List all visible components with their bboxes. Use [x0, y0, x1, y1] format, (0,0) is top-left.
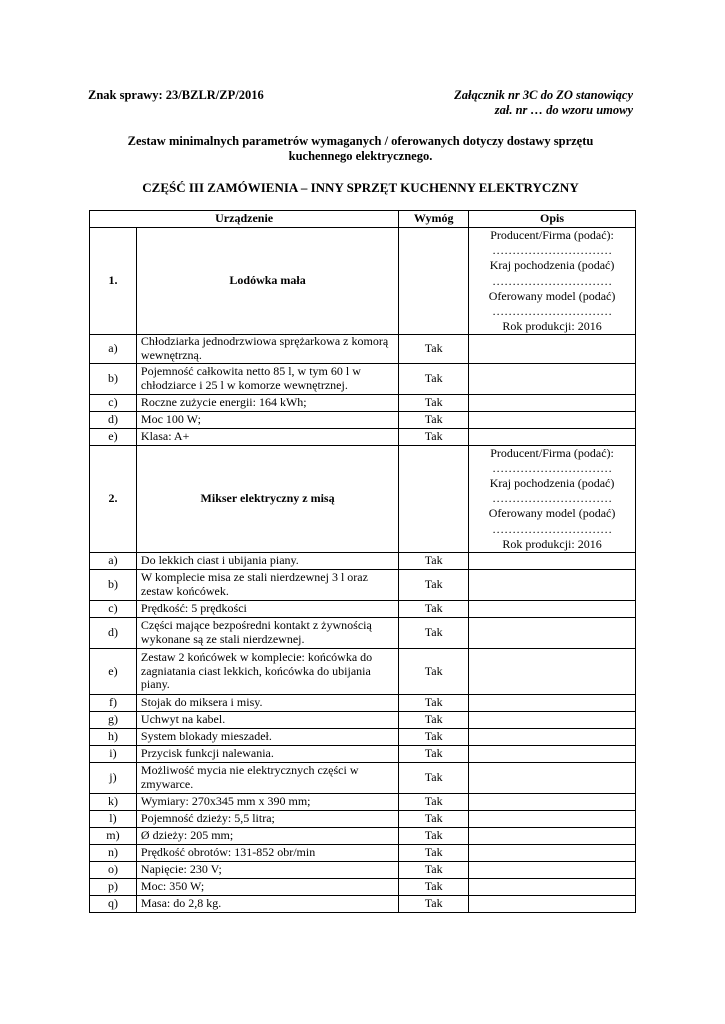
row-description-input[interactable] — [469, 570, 636, 601]
description-line: Rok produkcji: 2016 — [502, 536, 602, 551]
attachment-note — [454, 88, 633, 118]
row-description-input[interactable] — [469, 811, 636, 828]
group-row — [90, 228, 636, 335]
row-description-input[interactable] — [469, 729, 636, 746]
row-letter: m) — [90, 828, 137, 845]
table-row — [90, 618, 636, 649]
row-letter: j) — [90, 763, 137, 794]
row-parameter: Wymiary: 270x345 mm x 390 mm; — [136, 794, 398, 811]
row-letter: p) — [90, 879, 137, 896]
description-line: Kraj pochodzenia (podać) — [489, 476, 615, 491]
table-row — [90, 828, 636, 845]
row-letter: d) — [90, 411, 137, 428]
attachment-line-2: zał. nr … do wzoru umowy — [494, 103, 633, 117]
table-row — [90, 570, 636, 601]
header-device: Urządzenie — [90, 211, 399, 228]
row-description-input[interactable] — [469, 896, 636, 913]
table-row — [90, 394, 636, 411]
description-line: Kraj pochodzenia (podać) — [489, 258, 615, 273]
row-letter: b) — [90, 570, 137, 601]
table-row — [90, 649, 636, 695]
row-description-input[interactable] — [469, 601, 636, 618]
row-parameter: Pojemność dzieży: 5,5 litra; — [136, 811, 398, 828]
row-requirement: Tak — [399, 862, 469, 879]
group-device-name: Lodówka mała — [136, 228, 398, 335]
row-requirement: Tak — [399, 845, 469, 862]
row-description-input[interactable] — [469, 712, 636, 729]
case-number: Znak sprawy: 23/BZLR/ZP/2016 — [88, 88, 264, 102]
header-description: Opis — [469, 211, 636, 228]
description-line: ………………………… — [492, 243, 613, 258]
table-row — [90, 695, 636, 712]
table-row — [90, 811, 636, 828]
row-parameter: Pojemność całkowita netto 85 l, w tym 60 l w chłodziarce i 25 l w komorze wewnętrznej. — [136, 363, 398, 394]
header-requirement: Wymóg — [399, 211, 469, 228]
description-line: Rok produkcji: 2016 — [502, 319, 602, 334]
table-row — [90, 763, 636, 794]
row-description-input[interactable] — [469, 845, 636, 862]
intro-line-2: kuchennego elektrycznego. — [288, 149, 433, 163]
row-requirement: Tak — [399, 411, 469, 428]
row-letter: k) — [90, 794, 137, 811]
row-letter: n) — [90, 845, 137, 862]
row-requirement: Tak — [399, 794, 469, 811]
row-requirement: Tak — [399, 712, 469, 729]
row-description-input[interactable] — [469, 828, 636, 845]
row-requirement: Tak — [399, 394, 469, 411]
row-parameter: W komplecie misa ze stali nierdzewnej 3 l oraz zestaw końcówek. — [136, 570, 398, 601]
row-letter: d) — [90, 618, 137, 649]
row-requirement: Tak — [399, 896, 469, 913]
row-description-input[interactable] — [469, 746, 636, 763]
row-parameter: Zestaw 2 końcówek w komplecie: końcówka do zagniatania ciast lekkich, końcówka do ubijania piany. — [136, 649, 398, 695]
table-row — [90, 363, 636, 394]
row-letter: h) — [90, 729, 137, 746]
description-line: Oferowany model (podać) — [488, 288, 616, 303]
table-header-row — [90, 211, 636, 228]
table-row — [90, 896, 636, 913]
row-letter: a) — [90, 335, 137, 363]
row-description-input[interactable] — [469, 335, 636, 363]
row-description-input[interactable] — [469, 553, 636, 570]
description-line: ………………………… — [492, 304, 613, 319]
group-row — [90, 445, 636, 552]
table-row — [90, 335, 636, 363]
row-parameter: Klasa: A+ — [136, 428, 398, 445]
row-letter: f) — [90, 695, 137, 712]
row-parameter: Prędkość obrotów: 131-852 obr/min — [136, 845, 398, 862]
row-requirement: Tak — [399, 335, 469, 363]
section-title: CZĘŚĆ III ZAMÓWIENIA – INNY SPRZĘT KUCHENNY ELEKTRYCZNY — [142, 180, 579, 195]
description-line: ………………………… — [492, 491, 613, 506]
description-line: Producent/Firma (podać): — [490, 445, 614, 460]
attachment-line-1: Załącznik nr 3C do ZO stanowiący — [454, 88, 633, 102]
row-requirement: Tak — [399, 649, 469, 695]
group-number: 2. — [90, 445, 137, 552]
group-number: 1. — [90, 228, 137, 335]
row-letter: i) — [90, 746, 137, 763]
description-line: ………………………… — [492, 273, 613, 288]
row-description-input[interactable] — [469, 428, 636, 445]
row-letter: e) — [90, 649, 137, 695]
row-parameter: System blokady mieszadeł. — [136, 729, 398, 746]
group-description-cell — [469, 445, 636, 552]
row-parameter: Do lekkich ciast i ubijania piany. — [136, 553, 398, 570]
row-letter: q) — [90, 896, 137, 913]
row-letter: l) — [90, 811, 137, 828]
row-letter: e) — [90, 428, 137, 445]
row-parameter: Masa: do 2,8 kg. — [136, 896, 398, 913]
row-parameter: Części mające bezpośredni kontakt z żywnością wykonane są ze stali nierdzewnej. — [136, 618, 398, 649]
row-requirement: Tak — [399, 618, 469, 649]
row-parameter: Możliwość mycia nie elektrycznych części w zmywarce. — [136, 763, 398, 794]
row-letter: c) — [90, 601, 137, 618]
group-requirement-cell — [399, 228, 469, 335]
table-row — [90, 746, 636, 763]
row-description-input[interactable] — [469, 794, 636, 811]
row-parameter: Prędkość: 5 prędkości — [136, 601, 398, 618]
row-parameter: Stojak do miksera i misy. — [136, 695, 398, 712]
row-requirement: Tak — [399, 363, 469, 394]
row-description-input[interactable] — [469, 618, 636, 649]
table-row — [90, 712, 636, 729]
row-letter: b) — [90, 363, 137, 394]
row-parameter: Uchwyt na kabel. — [136, 712, 398, 729]
row-description-input[interactable] — [469, 862, 636, 879]
row-parameter: Moc 100 W; — [136, 411, 398, 428]
table-row — [90, 411, 636, 428]
row-requirement: Tak — [399, 570, 469, 601]
table-row — [90, 794, 636, 811]
table-row — [90, 845, 636, 862]
row-requirement: Tak — [399, 828, 469, 845]
row-letter: o) — [90, 862, 137, 879]
row-parameter: Napięcie: 230 V; — [136, 862, 398, 879]
row-letter: g) — [90, 712, 137, 729]
row-parameter: Ø dzieży: 205 mm; — [136, 828, 398, 845]
row-description-input[interactable] — [469, 763, 636, 794]
group-device-name: Mikser elektryczny z misą — [136, 445, 398, 552]
description-line: Producent/Firma (podać): — [490, 228, 614, 242]
row-description-input[interactable] — [469, 649, 636, 695]
description-line: Oferowany model (podać) — [488, 506, 616, 521]
description-line: ………………………… — [492, 521, 613, 536]
row-parameter: Przycisk funkcji nalewania. — [136, 746, 398, 763]
row-requirement: Tak — [399, 428, 469, 445]
row-requirement: Tak — [399, 879, 469, 896]
row-description-input[interactable] — [469, 394, 636, 411]
row-parameter: Roczne zużycie energii: 164 kWh; — [136, 394, 398, 411]
row-description-input[interactable] — [469, 363, 636, 394]
spec-table — [89, 210, 636, 913]
row-description-input[interactable] — [469, 879, 636, 896]
row-requirement: Tak — [399, 553, 469, 570]
row-requirement: Tak — [399, 601, 469, 618]
row-description-input[interactable] — [469, 411, 636, 428]
table-row — [90, 862, 636, 879]
intro-text — [88, 134, 633, 164]
row-requirement: Tak — [399, 746, 469, 763]
row-requirement: Tak — [399, 763, 469, 794]
table-row — [90, 601, 636, 618]
row-parameter: Moc: 350 W; — [136, 879, 398, 896]
table-row — [90, 729, 636, 746]
group-requirement-cell — [399, 445, 469, 552]
group-description-cell — [469, 228, 636, 335]
row-description-input[interactable] — [469, 695, 636, 712]
table-row — [90, 879, 636, 896]
row-letter: c) — [90, 394, 137, 411]
row-letter: a) — [90, 553, 137, 570]
table-row — [90, 428, 636, 445]
row-requirement: Tak — [399, 729, 469, 746]
spec-table-body — [90, 228, 636, 913]
row-requirement: Tak — [399, 811, 469, 828]
intro-line-1: Zestaw minimalnych parametrów wymaganych / oferowanych dotyczy dostawy sprzętu — [127, 134, 594, 148]
row-parameter: Chłodziarka jednodrzwiowa sprężarkowa z komorą wewnętrzną. — [136, 335, 398, 363]
row-requirement: Tak — [399, 695, 469, 712]
table-row — [90, 553, 636, 570]
description-line: ………………………… — [492, 460, 613, 475]
